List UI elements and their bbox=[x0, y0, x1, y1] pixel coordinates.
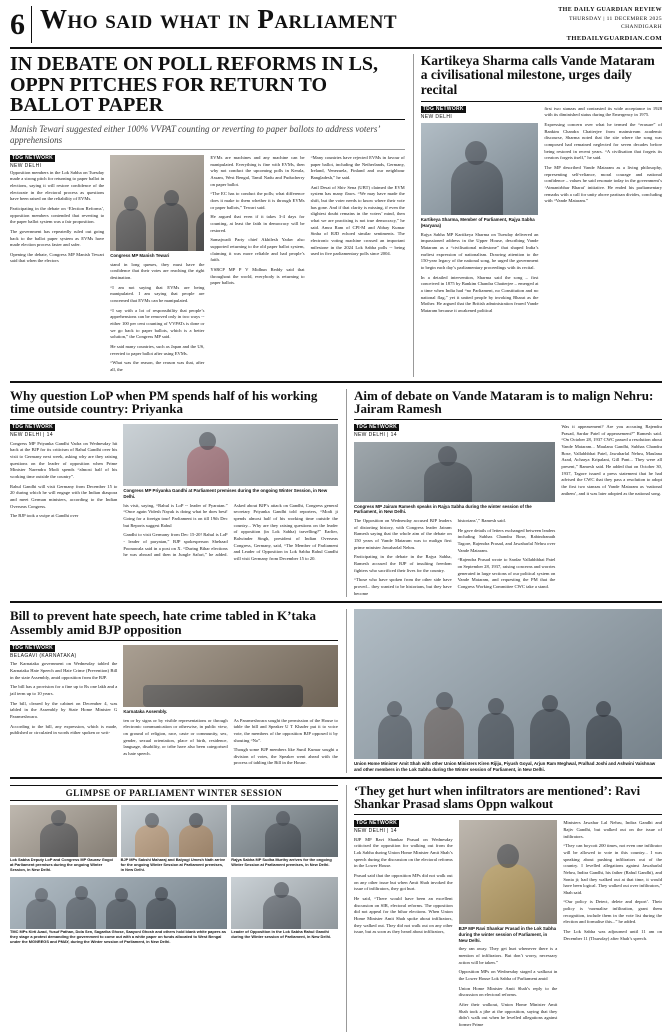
ktaka-column-2 bbox=[123, 645, 338, 767]
priyanka-photo bbox=[123, 424, 338, 486]
paragraph: ten or by signs or by visible representations or through electronic communication or otherwise, in public view, on ground of religion, race, caste or community, sex, gender, sexual orientation, place of birth, residence, language, disability, or tribe have also been categorised as hate speech. bbox=[123, 717, 228, 756]
ktaka-story bbox=[10, 609, 338, 772]
paragraph: Rahul Gandhi will visit Germany from December 15 to 20 during which he will engage with the Indian diaspora and meet German ministers, according to the Indian Overseas Congress. bbox=[10, 483, 118, 509]
paragraph: Opposition MPs on Wednesday staged a walkout in the Lower House Lok Sabha of Parliament amid bbox=[458, 969, 558, 982]
gallery-item[interactable] bbox=[10, 877, 227, 945]
lead-text-2 bbox=[110, 262, 204, 374]
paragraph: Was it appeasement? Are you accusing Rajendra Prasad, Sardar Patel of appeasement?” Ramesh said. “On October 28, 1937 CWC passed a resolution about Vande Mataram... Maulana Gandhi, Subhas Chandra Bose, Vallabhbhai Patel, Jawaharlal Nehru, Maulana Azad, Acharya Kripalani, Gill Pant... They were all present,” Ramesh said. He added that on October 30, 1937, Tagore issued a press statement that he had advised the CWC that they pass a resolution to adopt the first two stanzas of Vande Mataram as ‘national anthem’, and it was later adopted as the national song. bbox=[561, 424, 662, 496]
paragraph: “What was the reason, the reason was that, after all, the bbox=[110, 360, 205, 373]
ktaka-photo bbox=[123, 645, 338, 707]
kartikeya-text-2 bbox=[544, 106, 662, 205]
byline-location: NEW DELHI | 14 bbox=[353, 828, 397, 835]
paragraph: “They can boycott 200 times, not even one infiltrator will be allowed to vote in this country... I was speaking about pushing infiltrators out of the country. I levelled allegations against Jawaharlal Nehru, Indira Gandhi, his father (Rahul Gandhi), and Sonia ji; had they walked out at that time, it would have been logical. They walked out over infiltrators,” Shah said. bbox=[563, 843, 662, 895]
paragraph: The MP described Vande Mataram as a living philosophy, representing self-reliance, moral courage and national confidence – values he said resonate today in the government’s ‘Atmanirbhar Bharat’ initiative. He ended his parliamentary remarks with a call for unity above partisan divides, concluding with “Vande Mataram.” bbox=[544, 165, 663, 204]
publication-city: CHANDIGARH bbox=[621, 24, 662, 31]
priyanka-text-1 bbox=[10, 441, 117, 520]
byline-tag: TDG NETWORK bbox=[422, 105, 464, 112]
paragraph: EVMs are machines and any machine can be manipulated. Everything is fine with EVMs, then why not conduct the upcoming polls in Kerala, Assam, West Bengal, Tamil Nadu and Puducherry on paper ballot. bbox=[210, 155, 305, 187]
paragraph: “I say with a lot of responsibility that people’s apprehensions can be removed only in two ways -- either 100 per cent counting of VVPATs is done or we go back to paper ballots, which is a better solution,” the Congress MP said. bbox=[110, 307, 205, 340]
jairam-photo-caption: Congress MP Jairam Ramesh speaks in Rajya Sabha during the winter session of the Parliament, in New Delhi. bbox=[353, 503, 532, 515]
kartikeya-columns bbox=[421, 106, 662, 318]
ravi-headline: ‘They get hurt when infiltrators are mentioned’: Ravi Shankar Prasad slams Oppn walkout bbox=[353, 783, 641, 811]
glimpse-photo-1 bbox=[10, 805, 117, 857]
top-band bbox=[10, 54, 662, 376]
gallery-item[interactable] bbox=[231, 877, 338, 945]
paragraph: Participating in the debate in the Rajya Sabha, Ramesh accused the BJP of insulting freedom fighters who sacrificed their lives for the country. bbox=[353, 554, 452, 573]
priyanka-photo-caption: Congress MP Priyanka Gandhi at Parliament premises during the ongoing Winter Session, in New Delhi. bbox=[123, 488, 328, 499]
kartikeya-text-1 bbox=[421, 232, 539, 315]
ktaka-text-1 bbox=[10, 661, 117, 737]
gallery-item[interactable] bbox=[231, 805, 338, 873]
glimpse-section bbox=[10, 785, 338, 1032]
kartikeya-headline: Kartikeya Sharma calls Vande Mataram a civilisational milestone, urges daily recital bbox=[420, 53, 655, 97]
jairam-photo bbox=[354, 442, 555, 502]
glimpse-caption-4: TMC MPs Kirti Azad, Yusuf Pathan, Dola Sen, Sagarika Ghose, Saayoni Ghosh and others hold blank white papers as they stage a protest demanding the government to come out with a white paper on funds allocated to West Bengal under the MGNREGS and PMAY, during the Winter session of Parliament, in New Delhi. bbox=[10, 929, 226, 945]
paragraph: The BJP took a swipe at Gandhi over bbox=[10, 513, 79, 519]
paragraph: BJP MP Ravi Shankar Prasad on Wednesday criticised the opposition for walking out from the Lok Sabha during Union Home Minister Amit Shah’s speech during the discussion on the electoral reforms in the Lower House. bbox=[353, 836, 453, 869]
byline-tag: TDG NETWORK bbox=[355, 424, 398, 431]
lead-deck: Manish Tewari suggested either 100% VVPAT counting or reverting to paper ballots to address voters’ apprehensions bbox=[10, 124, 380, 145]
amit-shah-photo-block bbox=[346, 609, 662, 772]
lead-text-1 bbox=[10, 170, 104, 266]
ktaka-text-2 bbox=[123, 718, 338, 768]
jairam-column-1 bbox=[354, 424, 555, 597]
jairam-column-2 bbox=[561, 424, 662, 597]
paragraph: Prasad said that the opposition MPs did not walk out on any other issue but when Amit Shah invoked the issue of infiltrators, they got hurt. bbox=[353, 873, 453, 892]
byline bbox=[10, 645, 117, 660]
jairam-text-2 bbox=[561, 424, 662, 497]
paragraph: historians’,” Ramesh said. bbox=[457, 518, 506, 524]
glimpse-photo-2 bbox=[121, 805, 228, 857]
kartikeya-photo-caption: Kartikeya Sharma, Member of Parliament, Rajya Sabha (Haryana) bbox=[420, 217, 535, 228]
paragraph: Though some BJP members like Sunil Kumar sought a division of votes, the Speaker went ahead with the process of tabling the Bill in the House. bbox=[233, 747, 338, 766]
paragraph: “Those who have spoken from the other side have proved... they wanted to be historians, but they have become bbox=[353, 577, 452, 596]
paragraph: Opening the debate, Congress MP Manish Tewari said that when the electors bbox=[10, 251, 105, 264]
paragraph: stand in long queues, they must have the confidence that their votes are reaching the right destination. bbox=[110, 261, 205, 281]
second-band bbox=[10, 389, 662, 598]
byline bbox=[10, 155, 104, 170]
lead-columns bbox=[10, 155, 405, 377]
ktaka-columns bbox=[10, 645, 338, 767]
lead-headline: IN DEBATE ON POLL REFORMS IN LS, OPPN PITCHES FOR RETURN TO BALLOT PAPER bbox=[10, 53, 379, 117]
masthead-meta bbox=[558, 6, 662, 43]
priyanka-column-1 bbox=[10, 424, 117, 562]
paragraph: Ministers Jawahar Lal Nehru, Indira Gandhi and Rajiv Gandhi, but walked out on the issue of infiltrators. bbox=[563, 820, 662, 839]
paragraph: He argued that even if it takes 3-4 days for counting, at least the faith in democracy will be restored. bbox=[210, 214, 305, 233]
paragraph: Union Home Minister Amit Shah’s reply to the discussion on electoral reforms. bbox=[458, 985, 558, 998]
priyanka-text-2 bbox=[123, 503, 338, 563]
paragraph: Anil Desai of Shiv Sena (UBT) claimed the EVM system has many flaws. “We may have made the shift, but the voter needs to know where their vote has gone. And if that clarity is missing, if even the slightest doubt remains in the voters’ mind, then what we are practising is not true democracy,” he said. Amra Ram of CPI-M and Abhay Kumar Sinha of RJD echoed similar sentiments. The electronic voting machine crossed an important milestone in the 2024 Lok Sabha polls -- being used in five parliamentary polls since 2004. bbox=[310, 184, 405, 257]
publication-name: THE DAILY GUARDIAN REVIEW bbox=[558, 7, 662, 13]
kartikeya-column-1 bbox=[421, 106, 539, 318]
lead-column-4 bbox=[311, 155, 405, 377]
paragraph: they ran away. They get hurt whenever there is a mention of infiltrators. But don’t worry, necessary action will be taken.” bbox=[458, 946, 558, 965]
paragraph: After their walkout, Union Home Minister Amit Shah took a jibe at the opposition, saying that they didn’t walk out when he levelled allegations against former Prime bbox=[458, 1002, 558, 1027]
ravi-column-1 bbox=[354, 820, 453, 1031]
jairam-columns bbox=[354, 424, 662, 597]
byline bbox=[354, 820, 453, 835]
byline-location: NEW DELHI | 14 bbox=[10, 431, 54, 438]
kartikeya-column-2 bbox=[544, 106, 662, 318]
byline-tag: TDG NETWORK bbox=[12, 424, 54, 431]
byline-location: BELAGAVI (KARNATAKA) bbox=[10, 652, 77, 659]
paragraph: “Our policy is Detect, delete and deport’. Their policy is ‘normalise infiltration, grant them recognition, include them in the vote list during the election and formalise this...” he added. bbox=[563, 899, 662, 925]
fourth-band bbox=[10, 785, 662, 1032]
amit-shah-photo bbox=[354, 609, 662, 759]
priyanka-columns bbox=[10, 424, 338, 562]
ravi-column-2 bbox=[459, 820, 558, 1031]
ravi-photo bbox=[459, 820, 558, 924]
paragraph: In a detailed intervention, Sharma said the song – first conceived in 1875 by Bankim Chandra Chatterjee – emerged at a time when India had “no Parliament, no Constitution and no national flag,” yet it united people by invoking Bharat as the Mother. He argued that the British administration feared Vande Mataram because it awakened political bbox=[420, 274, 539, 313]
byline bbox=[10, 424, 117, 439]
paragraph: The bill, cleared by the cabinet on December 4, was tabled in the Assembly by State Home Minister G Parameshwara. bbox=[10, 700, 118, 719]
jairam-text-1 bbox=[354, 518, 555, 597]
lead-text-3 bbox=[210, 155, 304, 287]
ravi-column-3 bbox=[563, 820, 662, 1031]
priyanka-headline: Why question LoP when PM spends half of his working time outside country: Priyanka bbox=[10, 387, 318, 416]
paragraph: According to the bill, any expression, which is made, published or circulated in words either spoken or writ- bbox=[10, 723, 118, 736]
ravi-text-3 bbox=[563, 820, 662, 942]
paragraph: his visit, saying, “Rahul is LoP -- leader of Pyaratan.” “Once again Videsh Nayak is doing what he does best! Going for a foreign tour! Parliament is on till 19th Dec but Reports suggest Rahul bbox=[123, 502, 228, 528]
byline-tag: TDG NETWORK bbox=[12, 155, 54, 162]
byline-location: NEW DELHI | 14 bbox=[353, 431, 397, 438]
glimpse-photo-5 bbox=[231, 877, 338, 929]
paragraph: Opposition members in the Lok Sabha on Tuesday made a strong pitch for returning to paper ballot in elections, saying it will restore confidence of the electorate in the electoral process as questions have been raised on the reliability of EVMs. bbox=[10, 169, 105, 202]
lead-column-2 bbox=[110, 155, 204, 377]
ravi-columns bbox=[354, 820, 662, 1031]
glimpse-caption-2: BJP MPs Sakshi Maharaj and Balyogi Umesh Nath arrive for the ongoing Winter Session at Parliament premises, in New Delhi. bbox=[120, 857, 226, 873]
ravi-text-1 bbox=[354, 837, 453, 936]
amit-shah-photo-caption: Union Home Minister Amit Shah with other Union Ministers Kiren Rijiju, Piyush Goyal, Arjun Ram Meghwal, Pralhad Joshi and Ashwini Vaishnaw and other members in the Lok Sabha during the Winter session of Parliament, in New Delhi. bbox=[353, 761, 656, 773]
glimpse-caption-5: Leader of Opposition in the Lok Sabha Rahul Gandhi during the Winter session of Parliament, in New Delhi. bbox=[231, 929, 332, 940]
ravi-story bbox=[346, 785, 662, 1032]
byline-location: NEW DELHI bbox=[10, 162, 42, 169]
paragraph: Rajya Sabha MP Kartikeya Sharma on Tuesday delivered an impassioned address in the Upper House, describing Vande Mataram as a “civilisational milestone” that shaped India’s earliest expression of nationalism. Drawing attention to the 150-year legacy of the national song, he urged the government to begin each day’s parliamentary proceedings with its recital. bbox=[420, 231, 539, 270]
page-number: 6 bbox=[10, 6, 32, 43]
paragraph: The bill has a provision for a fine up to Rs one lakh and a jail term up to 10 years. bbox=[10, 684, 118, 696]
glimpse-caption-1: Lok Sabha Deputy LoP and Congress MP Gaurav Gogoi at Parliament premises during the ongoing Winter Session, in New Delhi. bbox=[10, 857, 113, 873]
ktaka-column-1 bbox=[10, 645, 117, 767]
byline-tag: TDG NETWORK bbox=[12, 644, 54, 651]
publication-url[interactable]: THEDAILYGUARDIAN.COM bbox=[566, 34, 662, 42]
paragraph: Participating in the debate on ‘Election Reforms’, opposition members contended that reverting to the paper ballot system was a fair proposition. bbox=[10, 205, 105, 225]
paragraph: “The EC has to conduct the polls; what difference does it make to them whether it is through EVMs or paper ballots,” Tewari said. bbox=[210, 191, 305, 210]
paragraph: As Parameshwara sought the permission of the House to table the bill and Speaker U T Khader put it to voice vote, the members of the opposition BJP opposed it by shouting “No”. bbox=[233, 717, 338, 743]
paragraph: YSRCP MP P V Midhun Reddy said that throughout the world, everybody is returning to paper ballots. bbox=[210, 266, 305, 286]
paragraph: He said many countries, such as Japan and the US, reverted to paper ballot after using EVMs. bbox=[110, 344, 205, 356]
masthead bbox=[10, 6, 662, 49]
ravi-photo-caption: BJP MP Ravi Shankar Prasad in the Lok Sabha during the winter session of Parliament, in New Delhi. bbox=[458, 926, 557, 943]
jairam-headline: Aim of debate on Vande Mataram is to malign Nehru: Jairam Ramesh bbox=[353, 387, 654, 416]
paragraph: Expressing concern over what he termed the “erasure” of Bankim Chandra Chatterjee from mainstream academic discourse, Sharma noted that the site where the song was composed had remained neglected for seven decades before being restored in recent years. “A civilisation that forgets its creators forgets itself,” he said. bbox=[544, 122, 663, 161]
lead-photo-caption: Congress MP Manish Tewari bbox=[110, 253, 170, 259]
gallery-item[interactable] bbox=[10, 805, 117, 873]
ravi-text-2 bbox=[459, 946, 558, 1028]
glimpse-title: GLIMPSE OF PARLIAMENT WINTER SESSION bbox=[10, 785, 338, 801]
paragraph: “I am not saying that EVMs are being manipulated. I am saying that people are concerned that EVMs can be manipulated. bbox=[110, 284, 205, 304]
paragraph: He gave details of letters exchanged between leaders including Subhas Chandra Bose, Rabindranath Tagore, Rajendra Prasad, and Jawaharlal Nehru over Vande Mataram. bbox=[457, 527, 556, 553]
priyanka-story bbox=[10, 389, 338, 598]
lead-column-1 bbox=[10, 155, 104, 377]
glimpse-caption-3: Rajya Sabha MP Sudha Murthy arrives for the ongoing Winter Session at Parliament premises, in New Delhi. bbox=[231, 857, 332, 868]
priyanka-column-2 bbox=[123, 424, 338, 562]
paragraph: The Opposition on Wednesday accused BJP leaders of distorting history, with Congress leader Jairam Ramesh saying that the whole aim of the debate on 150 years of Vande Mataram was to malign first prime minister Jawaharlal Nehru. bbox=[353, 518, 452, 550]
publication-date: THURSDAY | 11 DECEMBER 2025 bbox=[569, 16, 662, 22]
glimpse-photo-4 bbox=[10, 877, 227, 929]
jairam-story bbox=[346, 389, 662, 598]
paragraph: Congress MP Priyanka Gandhi Vadra on Wednesday hit back at the BJP for its criticism of Rahul Gandhi over his visit to Germany next week, asking why are they raising questions on the leader of opposition when Prime Minister Narendra Modi spends “almost half of his working time outside the country”. bbox=[10, 440, 118, 479]
glimpse-gallery bbox=[10, 805, 338, 945]
byline bbox=[354, 424, 555, 439]
byline-tag: TDG NETWORK bbox=[355, 820, 398, 827]
ktaka-headline: Bill to prevent hate speech, hate crime tabled in K’taka Assembly amid BJP opposition bbox=[10, 608, 316, 637]
byline-location: NEW DELHI bbox=[420, 113, 453, 120]
paragraph: Samajwadi Party chief Akhilesh Yadav also supported returning to the old paper ballot system, claiming it was more reliable and had people’s faith. bbox=[210, 237, 305, 263]
paragraph: The Lok Sabha was adjourned until 11 am on December 11 (Thursday) after Shah’s speech. bbox=[563, 929, 662, 941]
kartikeya-story bbox=[413, 54, 662, 376]
paragraph: The Karnataka government on Wednesday tabled the Karnataka Hate Speech and Hate Crime (Prevention) Bill in the state Assembly, amid opposition from the BJP. bbox=[10, 661, 118, 680]
paragraph: “Rajendra Prasad wrote to Sardar Vallabhbhai Patel on September 28, 1937, raising concerns and worries generated in large sections of our political system on Vande Mataram, and requesting the PM that the Congress Working Committee CWC take a stand. bbox=[457, 557, 556, 590]
lead-photo bbox=[110, 155, 204, 251]
paragraph: He said, “There would have been an excellent discussion on SIR, electoral reforms. The opposition did not appeal for the bihar elections. When Union Home Minister Amit Shah spoke about infiltrators, they walked out. They did not walk out on any other issue, but as soon as they heard about infiltrators, bbox=[353, 896, 453, 935]
kartikeya-photo bbox=[421, 123, 539, 215]
lead-story bbox=[10, 54, 405, 376]
lead-column-3 bbox=[210, 155, 304, 377]
paragraph: first two stanzas and contrasted its wide acceptance in 1928 with its diminished status during the Emergency in 1975. bbox=[544, 105, 663, 118]
byline bbox=[421, 106, 539, 121]
paragraph: Gandhi to visit Germany from Dec 15-20! Rahul is LoP - leader of paryatan,” BJP spokesperson Shehzad Poonawala said in a post on X. “During Bihar elections he was abroad and then in Jungle Safari,” he added. Asked about BJP’s attack on Gandhi, Congress general secretary Priyanka Gandhi told reporters, “Modi ji spends almost half of his working time outside the country... Why are they raising questions on the leader of opposition (in Lok Sabha) travelling?” Earlier, Balwinder Singh, president of Indian Overseas Congress, Germany, said, “The Member of Parliament and Leader of Opposition in Lok Sabha Rahul Gandhi will visit Germany from December 15 to 20. bbox=[123, 502, 338, 561]
ktaka-photo-caption: Karnataka Assembly. bbox=[123, 708, 168, 714]
lead-text-4 bbox=[311, 155, 405, 258]
paragraph: The government has repeatedly ruled out going back to the ballot paper system as EVMs have made election process faster and safer. bbox=[10, 228, 105, 248]
glimpse-photo-3 bbox=[231, 805, 338, 857]
gallery-item[interactable] bbox=[121, 805, 228, 873]
paragraph: “Many countries have rejected EVMs in favour of paper ballot, including the Netherlands, Germany, Ireland, Venezuela, Finland and our neighbour Bangladesh,” he said. bbox=[310, 155, 405, 181]
page-title: Who said what in Parliament bbox=[40, 4, 398, 34]
third-band bbox=[10, 609, 662, 772]
